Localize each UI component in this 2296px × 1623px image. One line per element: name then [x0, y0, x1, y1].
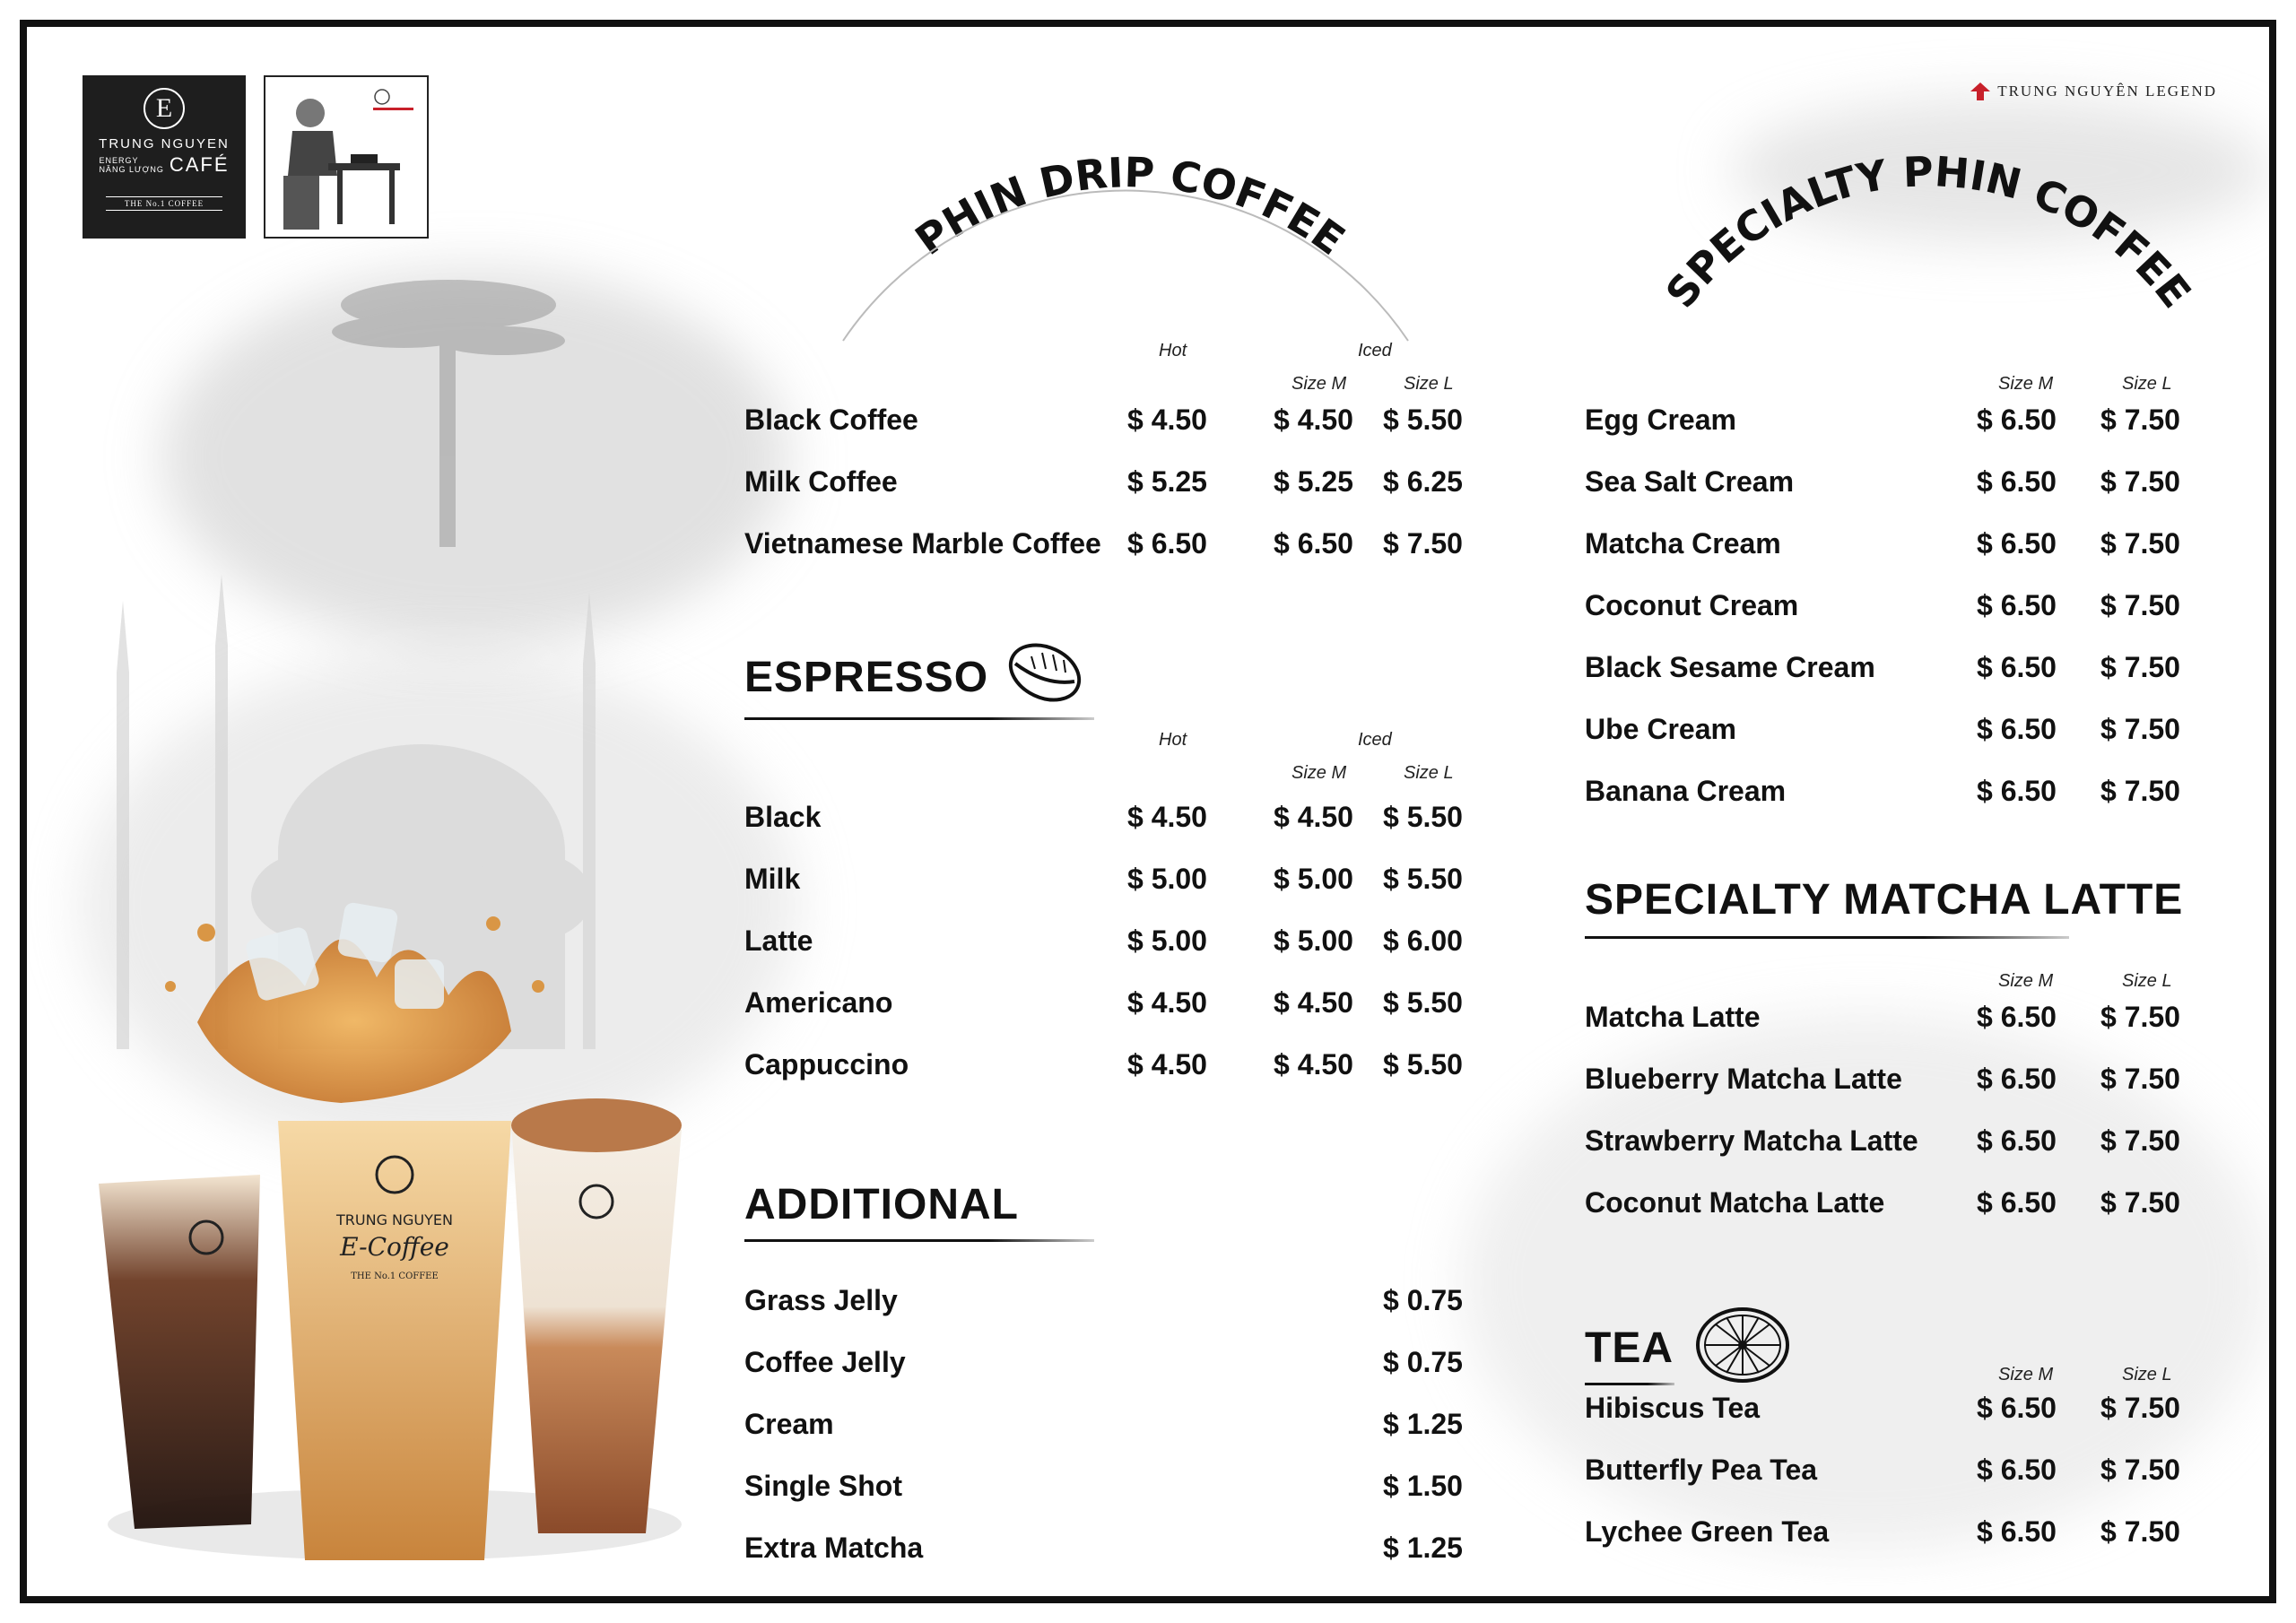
price-size-l: $ 7.50: [2100, 1063, 2180, 1095]
item-name: Black Coffee: [744, 404, 918, 436]
item-name: Matcha Cream: [1585, 527, 1781, 560]
price-size-l: $ 7.50: [2100, 713, 2180, 745]
price-size-m: $ 6.50: [1977, 713, 2057, 745]
svg-text:SPECIALTY PHIN COFFEE: [1657, 147, 2201, 317]
price-size-l: $ 7.50: [2100, 1186, 2180, 1219]
price-size-l: $ 5.50: [1383, 801, 1463, 833]
phin-drip-title: [816, 148, 1426, 359]
menu-row: [744, 404, 1498, 448]
price-size-m: $ 4.50: [1274, 801, 1353, 833]
espresso-iced-label: Iced: [1358, 730, 1392, 750]
tree-illustration: [296, 260, 619, 547]
menu-row: [1585, 1001, 2231, 1046]
price-hot: $ 4.50: [1127, 404, 1207, 436]
price-size-m: $ 6.50: [1977, 651, 2057, 683]
espresso-size-m-label: Size M: [1292, 763, 1347, 783]
item-name: Coconut Cream: [1585, 589, 1799, 621]
glass-name-text: E-Coffee: [340, 1232, 449, 1262]
menu-row: [1585, 1124, 2231, 1169]
item-name: Black: [744, 801, 822, 833]
price-size-l: $ 7.50: [1383, 527, 1463, 560]
specialty-size-m-label: Size M: [1998, 374, 2054, 394]
menu-row: [1585, 1392, 2231, 1436]
menu-row: [1585, 775, 2231, 820]
matcha-underline: [1585, 936, 2069, 939]
menu-row: [744, 1048, 1498, 1093]
price-size-l: $ 7.50: [2100, 465, 2180, 498]
price-size-l: $ 5.50: [1383, 986, 1463, 1019]
price-size-l: $ 5.50: [1383, 404, 1463, 436]
item-name: Matcha Latte: [1585, 1001, 1761, 1033]
item-name: Black Sesame Cream: [1585, 651, 1875, 683]
price: $ 1.25: [1383, 1408, 1463, 1440]
coffee-drinks-photo: [72, 879, 718, 1578]
logo-cafe: CAFÉ: [169, 153, 230, 176]
glass-tagline-text: THE No.1 COFFEE: [351, 1271, 439, 1281]
menu-row: [1585, 1186, 2231, 1231]
menu-row: [744, 986, 1498, 1031]
price-size-m: $ 5.00: [1274, 863, 1353, 895]
price-size-m: $ 6.50: [1977, 1063, 2057, 1095]
espresso-hot-label: Hot: [1159, 730, 1187, 750]
price-size-m: $ 6.50: [1977, 589, 2057, 621]
item-name: Coffee Jelly: [744, 1346, 906, 1378]
price-hot: $ 5.25: [1127, 465, 1207, 498]
price-size-l: $ 7.50: [2100, 1124, 2180, 1157]
price: $ 0.75: [1383, 1284, 1463, 1316]
phin-iced-label: Iced: [1358, 341, 1392, 360]
item-name: Ube Cream: [1585, 713, 1736, 745]
espresso-underline: [744, 717, 1094, 720]
price-hot: $ 4.50: [1127, 986, 1207, 1019]
item-name: Single Shot: [744, 1470, 902, 1502]
item-name: Banana Cream: [1585, 775, 1787, 807]
phin-size-l-label: Size L: [1404, 374, 1454, 394]
price-size-l: $ 6.00: [1383, 924, 1463, 957]
menu-row: [1585, 1515, 2231, 1560]
item-name: Blueberry Matcha Latte: [1585, 1063, 1902, 1095]
phin-hot-label: Hot: [1159, 341, 1187, 360]
menu-row: [1585, 589, 2231, 634]
menu-row: [1585, 1454, 2231, 1498]
item-name: Vietnamese Marble Coffee: [744, 527, 1101, 560]
tea-heading: TEA: [1585, 1324, 1674, 1372]
price-size-m: $ 4.50: [1274, 986, 1353, 1019]
price-size-l: $ 7.50: [2100, 1515, 2180, 1548]
matcha-heading: SPECIALTY MATCHA LATTE: [1585, 876, 2184, 924]
item-name: Hibiscus Tea: [1585, 1392, 1761, 1424]
monogram-icon: E: [144, 88, 185, 129]
price-size-m: $ 6.50: [1977, 404, 2057, 436]
menu-row: [744, 527, 1498, 572]
item-name: Cream: [744, 1408, 834, 1440]
logo-tagline: THE No.1 COFFEE: [106, 196, 222, 211]
item-name: Coconut Matcha Latte: [1585, 1186, 1885, 1219]
menu-row: [744, 863, 1498, 907]
price-size-m: $ 6.50: [1977, 1515, 2057, 1548]
price-size-l: $ 7.50: [2100, 651, 2180, 683]
item-name: Americano: [744, 986, 893, 1019]
menu-row: [1585, 404, 2231, 448]
menu-row: [744, 1346, 1498, 1391]
price-size-m: $ 6.50: [1977, 1186, 2057, 1219]
price-size-m: $ 6.50: [1977, 1001, 2057, 1033]
price-size-m: $ 4.50: [1274, 1048, 1353, 1081]
phin-size-m-label: Size M: [1292, 374, 1347, 394]
price-hot: $ 4.50: [1127, 801, 1207, 833]
menu-row: [744, 801, 1498, 846]
matcha-size-l-label: Size L: [2122, 971, 2172, 991]
item-name: Egg Cream: [1585, 404, 1736, 436]
price-hot: $ 5.00: [1127, 924, 1207, 957]
founder-photo-illustration: [265, 77, 427, 237]
matcha-size-m-label: Size M: [1998, 971, 2054, 991]
tea-size-l-label: Size L: [2122, 1365, 2172, 1384]
menu-row: [1585, 1063, 2231, 1107]
price-size-l: $ 7.50: [2100, 404, 2180, 436]
menu-row: [744, 1284, 1498, 1329]
price: $ 0.75: [1383, 1346, 1463, 1378]
logo-line2: [83, 153, 246, 177]
menu-row: [1585, 713, 2231, 758]
trung-nguyen-energy-cafe-logo: [83, 75, 246, 239]
price-size-m: $ 5.25: [1274, 465, 1353, 498]
price-size-m: $ 6.50: [1977, 1392, 2057, 1424]
citrus-slice-icon: [1693, 1300, 1792, 1390]
price-size-l: $ 7.50: [2100, 1392, 2180, 1424]
menu-row: [744, 1532, 1498, 1576]
price-size-l: $ 7.50: [2100, 775, 2180, 807]
price-hot: $ 6.50: [1127, 527, 1207, 560]
price-size-m: $ 6.50: [1977, 1454, 2057, 1486]
logo-line1: TRUNG NGUYEN: [99, 136, 230, 152]
menu-row: [744, 1408, 1498, 1453]
menu-row: [744, 465, 1498, 510]
tea-underline: [1585, 1383, 1674, 1385]
item-name: Sea Salt Cream: [1585, 465, 1795, 498]
price-size-l: $ 5.50: [1383, 863, 1463, 895]
specialty-phin-title: [1605, 147, 2233, 377]
price-size-m: $ 5.00: [1274, 924, 1353, 957]
menu-row: [1585, 651, 2231, 696]
additional-heading: ADDITIONAL: [744, 1181, 1019, 1228]
item-name: Extra Matcha: [744, 1532, 924, 1564]
phin-drip-title-text: PHIN DRIP COFFEE: [906, 148, 1354, 265]
item-name: Milk Coffee: [744, 465, 898, 498]
item-name: Grass Jelly: [744, 1284, 898, 1316]
item-name: Cappuccino: [744, 1048, 909, 1081]
price-size-l: $ 7.50: [2100, 527, 2180, 560]
logo-energy: ENERGY: [99, 156, 139, 165]
brand-arrow-icon: [1970, 82, 1990, 100]
menu-row: [744, 924, 1498, 969]
price-size-m: $ 6.50: [1274, 527, 1353, 560]
price-hot: $ 5.00: [1127, 863, 1207, 895]
trung-nguyen-legend-brand: [1970, 82, 2217, 100]
coffee-bean-icon: [1004, 637, 1085, 708]
price: $ 1.25: [1383, 1532, 1463, 1564]
price: $ 1.50: [1383, 1470, 1463, 1502]
price-size-l: $ 7.50: [2100, 589, 2180, 621]
price-size-m: $ 4.50: [1274, 404, 1353, 436]
tea-size-m-label: Size M: [1998, 1365, 2054, 1384]
price-size-m: $ 6.50: [1977, 1124, 2057, 1157]
menu-row: [1585, 465, 2231, 510]
price-hot: $ 4.50: [1127, 1048, 1207, 1081]
espresso-size-l-label: Size L: [1404, 763, 1454, 783]
price-size-l: $ 7.50: [2100, 1454, 2180, 1486]
price-size-l: $ 6.25: [1383, 465, 1463, 498]
price-size-m: $ 6.50: [1977, 527, 2057, 560]
founder-photo: [264, 75, 429, 239]
svg-text:PHIN DRIP COFFEE: [907, 148, 1354, 265]
menu-board: [20, 20, 2276, 1603]
price-size-m: $ 6.50: [1977, 465, 2057, 498]
price-size-l: $ 5.50: [1383, 1048, 1463, 1081]
specialty-size-l-label: Size L: [2122, 374, 2172, 394]
additional-underline: [744, 1239, 1094, 1242]
logo-nang-luong: NĂNG LƯỢNG: [99, 165, 164, 174]
item-name: Latte: [744, 924, 813, 957]
brand-legend-text: TRUNG NGUYÊN LEGEND: [1997, 82, 2217, 100]
item-name: Strawberry Matcha Latte: [1585, 1124, 1918, 1157]
espresso-heading: ESPRESSO: [744, 654, 989, 701]
glass-brand-text: TRUNG NGUYEN: [336, 1211, 453, 1228]
menu-row: [744, 1470, 1498, 1515]
menu-row: [1585, 527, 2231, 572]
item-name: Butterfly Pea Tea: [1585, 1454, 1818, 1486]
item-name: Lychee Green Tea: [1585, 1515, 1830, 1548]
price-size-m: $ 6.50: [1977, 775, 2057, 807]
specialty-phin-title-text: SPECIALTY PHIN COFFEE: [1656, 147, 2201, 317]
price-size-l: $ 7.50: [2100, 1001, 2180, 1033]
item-name: Milk: [744, 863, 801, 895]
